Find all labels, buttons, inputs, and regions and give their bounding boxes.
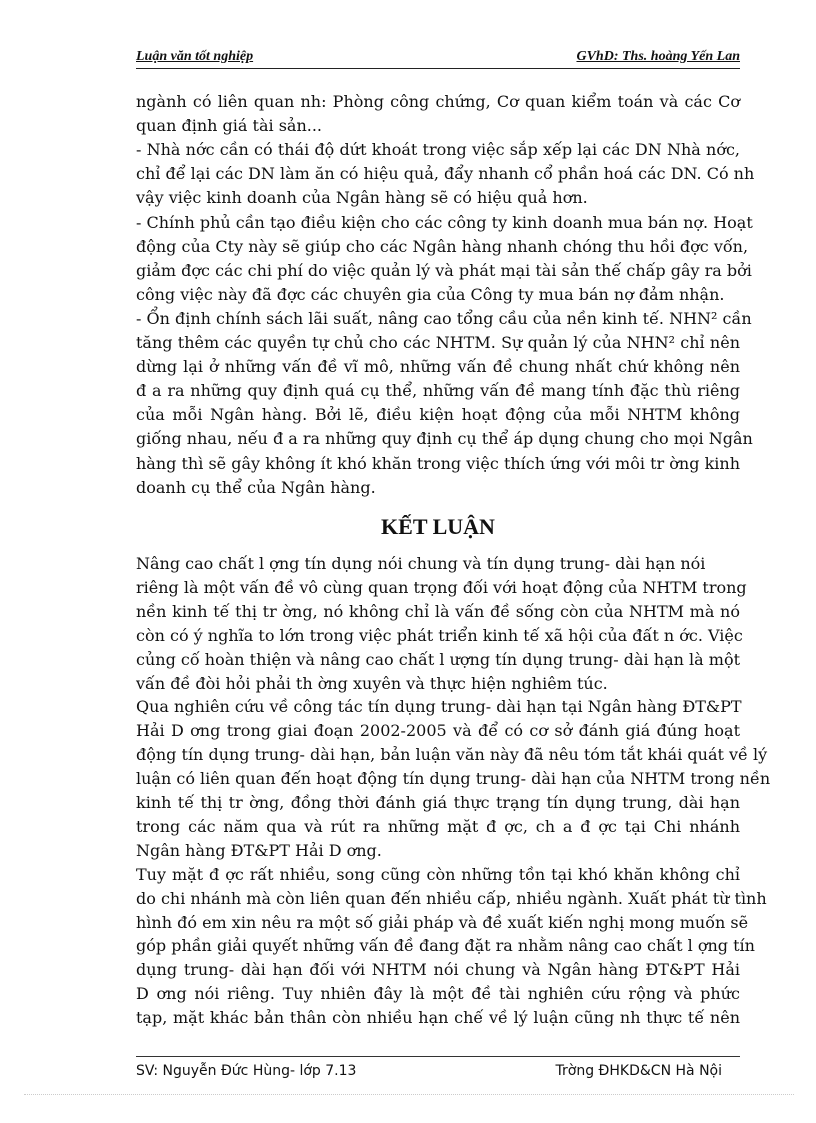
text-line: - Nhà nớc cần có thái độ dứt khoát trong việc sắp xếp lại các DN Nhà nớc, <box>136 140 740 160</box>
text-line: D ơng nói riêng. Tuy nhiên đây là một đề tài nghiên cứu rộng và phức <box>136 984 740 1004</box>
conclusion-title: KẾT LUẬN <box>381 514 495 539</box>
recommendations-paragraphs <box>136 92 755 502</box>
text-line: còn có ý nghĩa to lớn trong việc phát triển kinh tế xã hội của đất n ớc. Việc <box>136 625 743 645</box>
page-header <box>136 48 740 69</box>
text-line: Nâng cao chất l ợng tín dụng nói chung và tín dụng trung- dài hạn nói <box>136 554 706 573</box>
page-content <box>136 92 771 1028</box>
text-line: tạp, mặt khác bản thân còn nhiều hạn chế về lý luận cũng nh thực tế nên <box>136 1008 740 1028</box>
text-line: trong các năm qua và rút ra những mặt đ ợc, ch a đ ợc tại Chi nhánh <box>136 816 740 836</box>
text-line: riêng là một vấn đề vô cùng quan trọng đối với hoạt động của NHTM trong <box>136 577 747 597</box>
page-footer <box>136 1056 740 1079</box>
text-line: giảm đợc các chi phí do việc quản lý và phát mại tài sản thế chấp gây ra bởi <box>136 260 752 280</box>
header-advisor-label: GVhD: Ths. hoàng Yến Lan <box>576 49 740 64</box>
text-line: Hải D ơng trong giai đoạn 2002-2005 và để có cơ sở đánh giá đúng hoạt <box>136 721 740 741</box>
text-line: hàng thì sẽ gây không ít khó khăn trong việc thích ứng với môi tr ờng kinh <box>136 453 740 473</box>
footer-student-label: SV: Nguyễn Đức Hùng- lớp 7.13 <box>136 1063 357 1079</box>
header-thesis-label: Luận văn tốt nghiệp <box>136 49 254 64</box>
text-line: giống nhau, nếu đ a ra những quy định cụ thể áp dụng chung cho mọi Ngân <box>136 429 753 449</box>
page-bottom-edge <box>24 1094 794 1095</box>
text-line: dụng trung- dài hạn đối với NHTM nói chung và Ngân hàng ĐT&PT Hải <box>136 960 740 980</box>
text-line: củng cố hoàn thiện và nâng cao chất l ượng tín dụng trung- dài hạn là một <box>136 649 740 669</box>
text-line: ngành có liên quan nh: Phòng công chứng, Cơ quan kiểm toán và các Cơ <box>136 92 740 111</box>
text-line: đ a ra những quy định quá cụ thể, những vấn đề mang tính đặc thù riêng <box>136 381 740 401</box>
text-line: doanh cụ thể của Ngân hàng. <box>136 477 376 497</box>
text-line: kinh tế thị tr ờng, đồng thời đánh giá thực trạng tín dụng trung, dài hạn <box>136 793 740 812</box>
conclusion-paragraphs <box>136 554 771 1032</box>
text-line: chỉ để lại các DN làm ăn có hiệu quả, đẩy nhanh cổ phần hoá các DN. Có nh <box>136 164 755 184</box>
text-line: của mỗi Ngân hàng. Bởi lẽ, điều kiện hoạt động của mỗi NHTM không <box>136 405 740 425</box>
text-line: vậy việc kinh doanh của Ngân hàng sẽ có hiệu quả hơn. <box>136 188 588 208</box>
text-line: công việc này đã đợc các chuyên gia của Công ty mua bán nợ đảm nhận. <box>136 284 725 304</box>
text-line: hình đó em xin nêu ra một số giải pháp và đề xuất kiến nghị mong muốn sẽ <box>136 912 749 932</box>
text-line: do chi nhánh mà còn liên quan đến nhiều cấp, nhiều ngành. Xuất phát từ tình <box>136 888 767 908</box>
text-line: động của Cty này sẽ giúp cho các Ngân hàng nhanh chóng thu hồi đợc vốn, <box>136 236 749 256</box>
text-line: - Chính phủ cần tạo điều kiện cho các công ty kinh doanh mua bán nợ. Hoạt <box>136 212 753 232</box>
footer-school-label: Trờng ĐHKD&CN Hà Nội <box>555 1063 722 1079</box>
text-line: - Ổn định chính sách lãi suất, nâng cao tổng cầu của nền kinh tế. NHN² cần <box>136 308 752 328</box>
text-line: động tín dụng trung- dài hạn, bản luận văn này đã nêu tóm tắt khái quát về lý <box>136 745 768 765</box>
text-line: tăng thêm các quyền tự chủ cho các NHTM. Sự quản lý của NHN² chỉ nên <box>136 333 740 352</box>
text-line: Ngân hàng ĐT&PT Hải D ơng. <box>136 840 382 860</box>
text-line: luận có liên quan đến hoạt động tín dụng trung- dài hạn của NHTM trong nền <box>136 769 771 789</box>
text-line: Tuy mặt đ ợc rất nhiều, song cũng còn những tồn tại khó khăn không chỉ <box>136 864 740 884</box>
text-line: vấn đề đòi hỏi phải th ờng xuyên và thực hiện nghiêm túc. <box>136 673 608 693</box>
text-line: góp phần giải quyết những vấn đề đang đặt ra nhằm nâng cao chất l ợng tín <box>136 936 755 956</box>
text-line: nền kinh tế thị tr ờng, nó không chỉ là vấn đề sống còn của NHTM mà nó <box>136 601 740 621</box>
text-line: dừng lại ở những vấn đề vĩ mô, những vấn đề chung nhất chứ không nên <box>136 357 740 377</box>
text-line: Qua nghiên cứu về công tác tín dụng trung- dài hạn tại Ngân hàng ĐT&PT <box>136 697 742 717</box>
text-line: quan định giá tài sản... <box>136 116 322 136</box>
